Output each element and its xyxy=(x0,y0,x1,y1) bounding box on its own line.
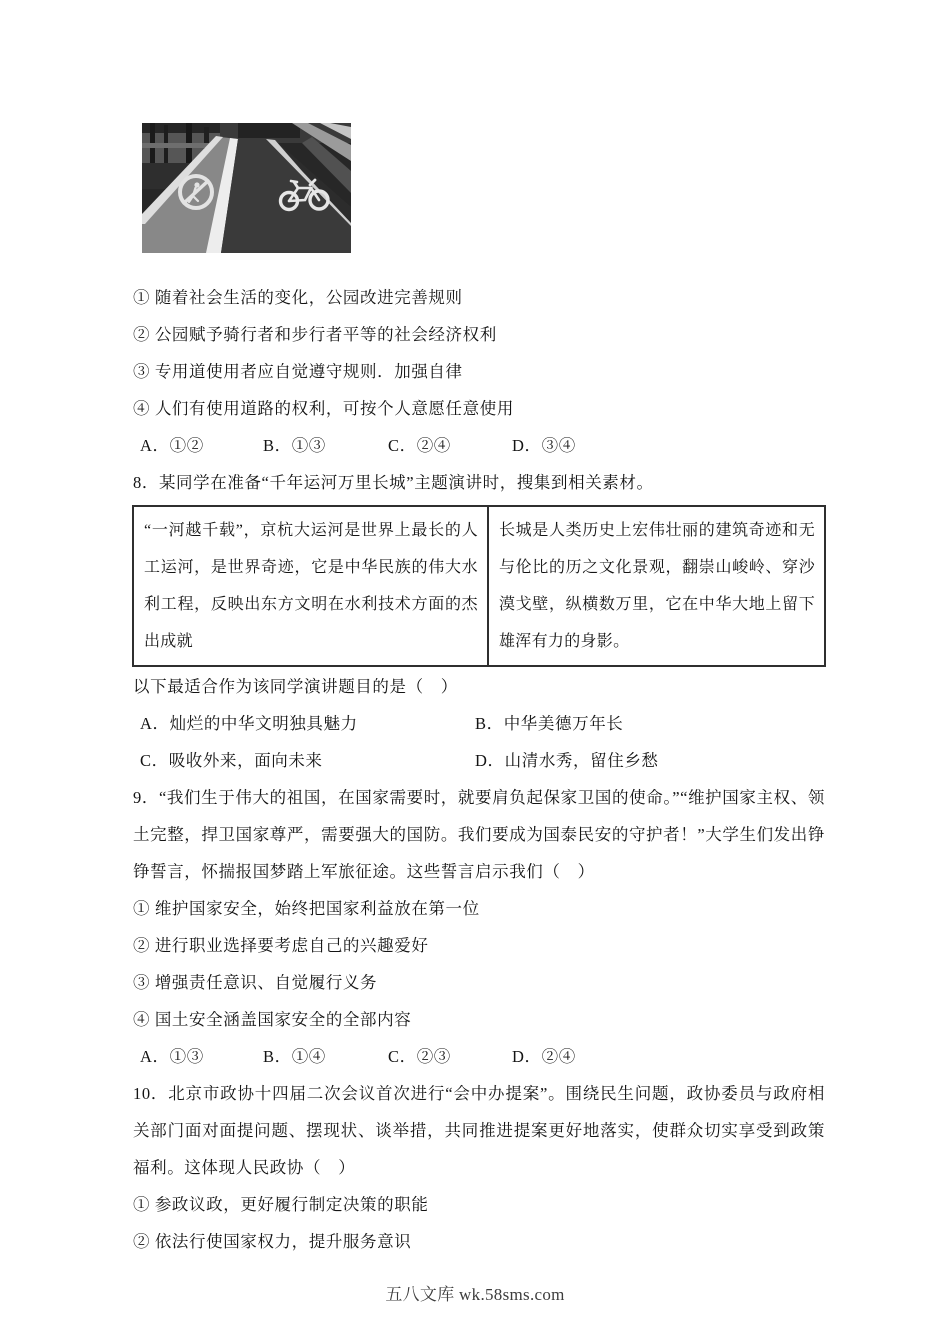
q7-statement-3: ③ 专用道使用者应自觉遵守规则．加强自律 xyxy=(133,362,463,381)
q8-material-table xyxy=(132,505,826,667)
q10-statement-2: ② 依法行使国家权力，提升服务意识 xyxy=(133,1232,412,1251)
q8-options-row-1 xyxy=(133,705,825,742)
q9-option-d: D．②④ xyxy=(512,1047,576,1066)
q8-greatwall-cell: 长城是人类历史上宏伟壮丽的建筑奇迹和无与伦比的历之文化景观，翻崇山峻岭、穿沙漠戈壁，纵横数万里，它在中华大地上留下雄浑有力的身影。 xyxy=(488,506,825,666)
q7-options-row xyxy=(133,427,825,464)
q9-option-b: B．①④ xyxy=(263,1047,326,1066)
q8-options-row-2 xyxy=(133,742,825,779)
q9-options-row xyxy=(133,1038,825,1075)
q7-option-c: C．②④ xyxy=(388,436,451,455)
footer-watermark: 五八文库 wk.58sms.com xyxy=(385,1285,565,1304)
q7-statement-2: ② 公园赋予骑行者和步行者平等的社会经济权利 xyxy=(133,325,497,344)
q8-option-b: B．中华美德万年长 xyxy=(475,714,624,733)
q9-statement-3: ③ 增强责任意识、自觉履行义务 xyxy=(133,973,378,992)
q7-option-d: D．③④ xyxy=(512,436,576,455)
q10-stem: 10．北京市政协十四届二次会议首次进行“会中办提案”。围绕民生问题，政协委员与政府相关部门面对面提问题、摆现状、谈举措，共同推进提案更好地落实，使群众切实享受到政策福利。这体现人民政协（ ） xyxy=(133,1084,825,1177)
q8-question: 以下最适合作为该同学演讲题目的是（ ） xyxy=(133,677,458,696)
page-content xyxy=(133,123,825,1260)
q9-stem: 9．“我们生于伟大的祖国，在国家需要时，就要肩负起保家卫国的使命。”“维护国家主权、领土完整，捍卫国家尊严，需要强大的国防。我们要成为国泰民安的守护者！”大学生们发出铮铮誓言，怀揣报国梦踏上军旅征途。这些誓言启示我们（ ） xyxy=(133,788,825,881)
table-row xyxy=(133,506,825,666)
q10-statement-1: ① 参政议政，更好履行制定决策的职能 xyxy=(133,1195,429,1214)
park-lanes-photo xyxy=(142,123,351,253)
q7-option-a: A．①② xyxy=(140,436,204,455)
q9-statement-4: ④ 国土安全涵盖国家安全的全部内容 xyxy=(133,1010,412,1029)
q8-stem: 8．某同学在准备“千年运河万里长城”主题演讲时，搜集到相关素材。 xyxy=(133,473,654,492)
q9-statement-1: ① 维护国家安全，始终把国家利益放在第一位 xyxy=(133,899,480,918)
q9-statement-2: ② 进行职业选择要考虑自己的兴趣爱好 xyxy=(133,936,429,955)
q9-statements xyxy=(133,890,825,1038)
q8-canal-cell: “一河越千载”，京杭大运河是世界上最长的人工运河，是世界奇迹，它是中华民族的伟大水利工程，反映出东方文明在水利技术方面的杰出成就 xyxy=(133,506,488,666)
q10-statements xyxy=(133,1186,825,1260)
q9-option-a: A．①③ xyxy=(140,1047,204,1066)
q7-option-b: B．①③ xyxy=(263,436,326,455)
q8-option-d: D．山清水秀，留住乡愁 xyxy=(475,751,659,770)
q7-statement-4: ④ 人们有使用道路的权利，可按个人意愿任意使用 xyxy=(133,399,514,418)
q7-statements xyxy=(133,279,825,427)
q9-option-c: C．②③ xyxy=(388,1047,451,1066)
q7-statement-1: ① 随着社会生活的变化，公园改进完善规则 xyxy=(133,288,463,307)
q8-option-c: C．吸收外来，面向未来 xyxy=(140,751,323,770)
q8-option-a: A．灿烂的中华文明独具魅力 xyxy=(140,714,358,733)
